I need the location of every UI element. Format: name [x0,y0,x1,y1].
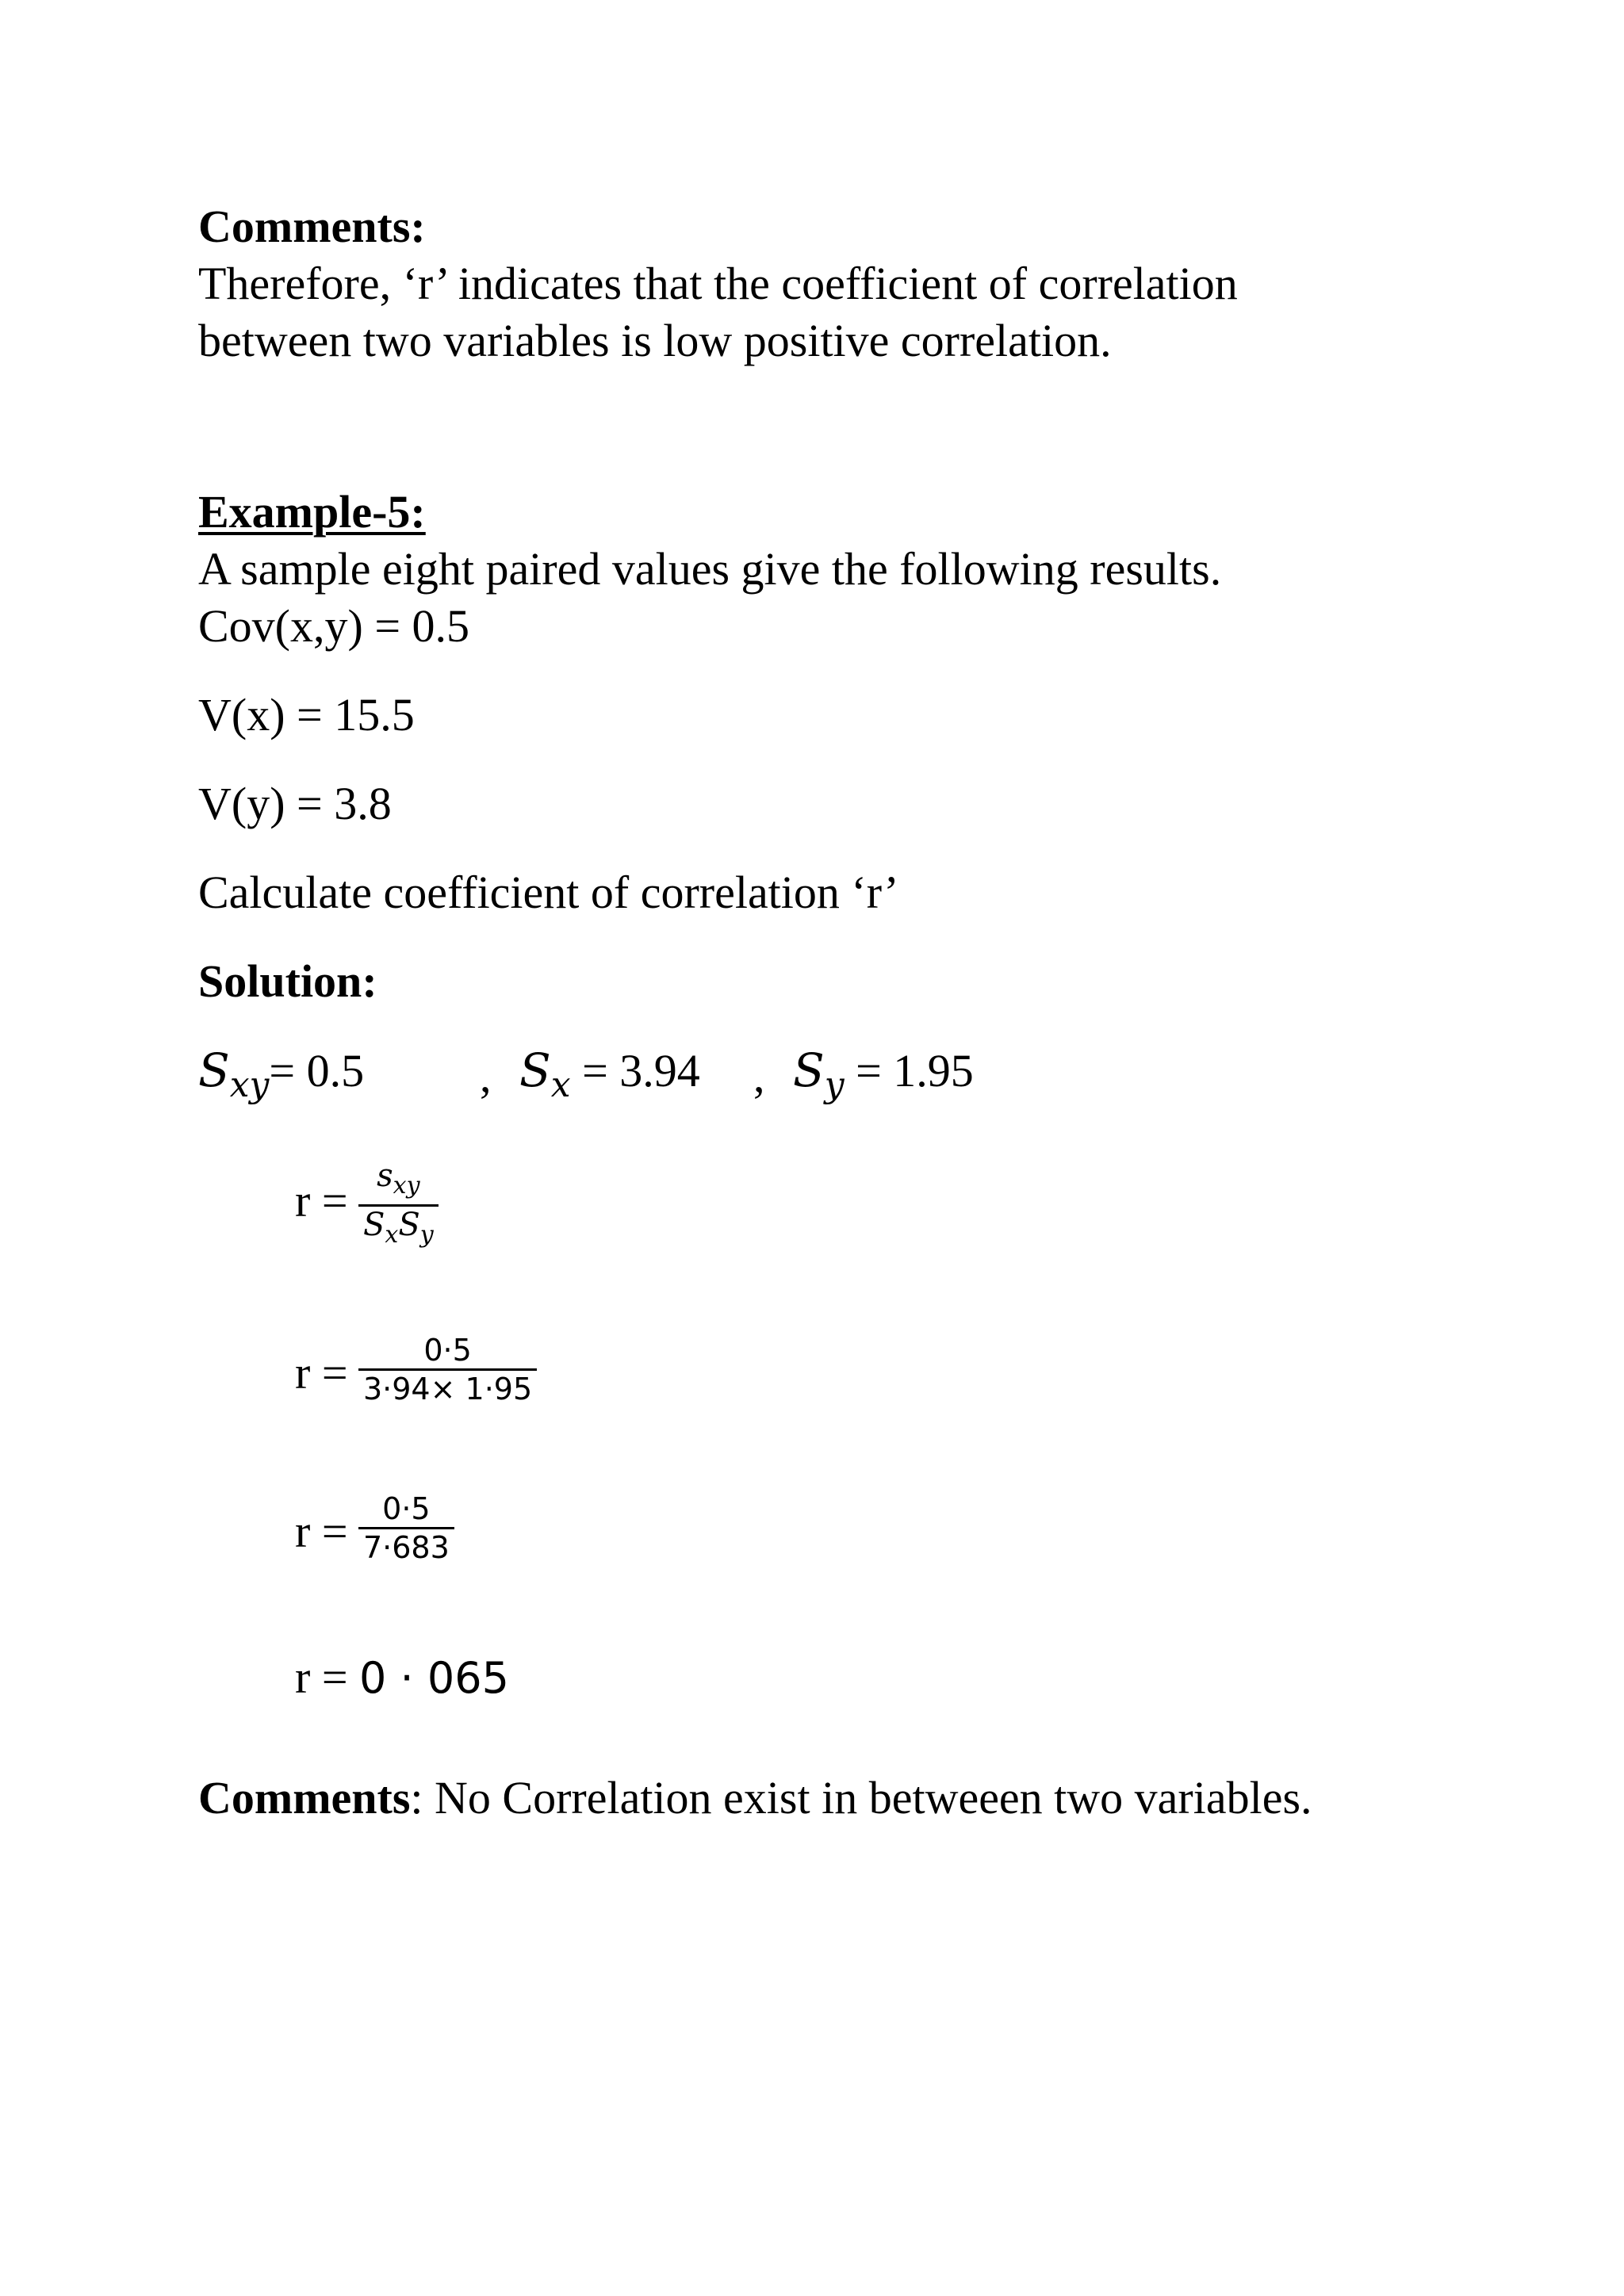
fraction-formula-numerator: $s_{xy}$ [377,1158,420,1200]
r-equals-1: r = [295,1175,348,1226]
sxy-value: = 0.5 [269,1045,365,1096]
sy-subscript: y [824,1065,845,1106]
comments-line-1: Therefore, ‘r’ indicates that the coefficient of correlation [198,258,1238,309]
example-intro: A sample eight paired values give the following results. [198,543,1222,595]
sx-subscript: x [550,1065,571,1106]
sy-symbol: S [793,1043,825,1097]
result-line [295,1649,509,1707]
fraction-formula-denominator: $S_xS_y$ [363,1207,434,1249]
fraction-substituted-denominator: 3·94× 1·95 [363,1372,533,1406]
sxy-expression [198,1042,364,1114]
r-equals-2: r = [295,1347,348,1399]
sx-value: = 3.94 [582,1045,700,1096]
r-equals-3: r = [295,1506,348,1557]
fraction-substituted [358,1332,537,1407]
solution-heading: Solution: [198,955,377,1007]
fraction-formula [358,1158,439,1253]
variance-y-line: V(y) = 3.8 [198,778,392,829]
fraction-substituted-numerator: 0·5 [423,1333,472,1368]
task-line: Calculate coefficient of correlation ‘r’ [198,867,899,918]
separator-comma-1: , [480,1050,492,1102]
sxy-subscript: xy [229,1065,270,1106]
sy-value: = 1.95 [856,1045,974,1096]
fraction-simplified [358,1490,454,1566]
final-comment-heading: Comments [198,1772,411,1823]
final-comment-text: : No Correlation exist in betweeen two variables. [410,1772,1312,1823]
final-comment [198,1770,1312,1827]
fraction-simplified-denominator: 7·683 [363,1530,450,1565]
sxy-symbol: S [198,1043,230,1097]
comments-heading: Comments: [198,201,426,252]
variance-x-line: V(x) = 15.5 [198,689,415,740]
comments-line-2: between two variables is low positive correlation. [198,315,1112,366]
sy-expression [793,1042,974,1114]
fraction-simplified-numerator: 0·5 [382,1491,431,1526]
sx-symbol: S [519,1043,551,1097]
example-title: Example-5: [198,486,426,538]
covariance-line: Cov(x,y) = 0.5 [198,600,470,652]
result-lhs: r = [295,1651,360,1703]
separator-comma-2: , [753,1050,765,1102]
result-value: 0 · 065 [359,1653,509,1703]
sx-expression [519,1042,700,1114]
